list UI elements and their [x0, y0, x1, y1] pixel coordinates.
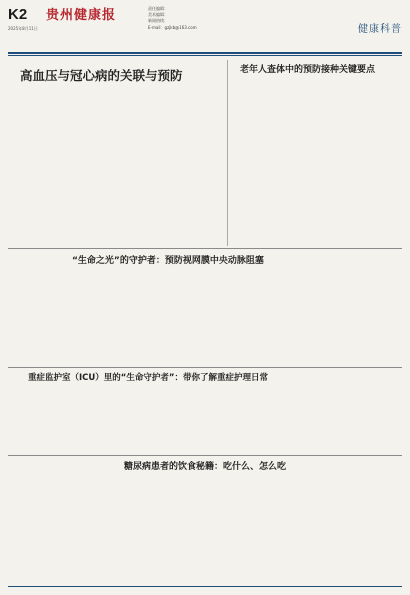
- article-body-vision-col2: [140, 273, 262, 365]
- article-body-elderly-col1: [232, 82, 314, 247]
- article-title-hypertension: 高血压与冠心病的关联与预防: [20, 68, 183, 83]
- article-body-icu-col2: [206, 391, 398, 453]
- article-title-elderly: 老年人查体中的预防接种关键要点: [240, 65, 376, 75]
- masthead: [8, 4, 402, 50]
- masthead-rule-thin: [8, 55, 402, 56]
- section-divider: [8, 455, 402, 456]
- column-divider: [227, 60, 228, 246]
- article-title-vision: “生命之光”的守护者：预防视网膜中央动脉阻塞: [72, 256, 264, 266]
- article-title-diabetes: 糖尿病患者的饮食秘籍：吃什么、怎么吃: [124, 462, 287, 472]
- paper-logo: 贵州健康报: [46, 8, 117, 23]
- issue-date: 2025年8月11日: [8, 26, 38, 31]
- footer-rule: [8, 586, 402, 587]
- section-divider: [8, 248, 402, 249]
- info-line: 责任编辑：: [148, 6, 168, 11]
- editorial-info: [148, 6, 197, 31]
- article-body-diabetes-col2: [206, 479, 398, 583]
- info-line: 美术编辑：: [148, 12, 168, 18]
- page-code: K2: [8, 6, 28, 23]
- article-body-diabetes-col1: [12, 479, 200, 583]
- article-body-hypertension-col1: [12, 95, 112, 245]
- article-title-icu: 重症监护室（ICU）里的“生命守护者”：带你了解重症护理日常: [28, 373, 268, 383]
- article-body-hypertension-col2: [118, 95, 218, 245]
- section-divider: [8, 367, 402, 368]
- section-title: 健康科普: [358, 24, 402, 35]
- article-body-vision-col1: [12, 273, 134, 365]
- info-line: E-mail：gzjkb@163.com: [148, 24, 197, 30]
- article-body-elderly-col2: [318, 82, 400, 247]
- article-body-vision-col3: [268, 273, 398, 365]
- article-body-icu-col1: [12, 391, 200, 453]
- info-line: 新闻热线：: [148, 18, 168, 24]
- masthead-rule: [8, 52, 402, 54]
